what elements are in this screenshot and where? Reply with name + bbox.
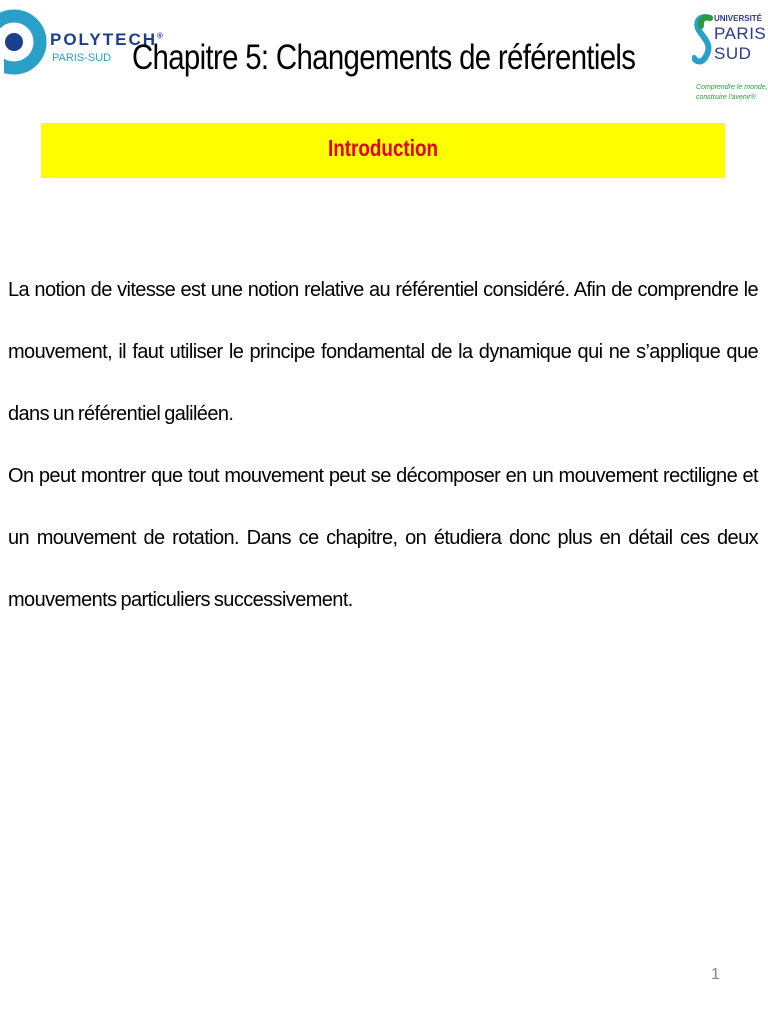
page-number: 1 bbox=[711, 966, 720, 983]
paris-label: PARIS bbox=[714, 24, 767, 43]
university-label: UNIVERSITÉ bbox=[714, 14, 763, 23]
section-heading: Introduction bbox=[327, 135, 438, 161]
sud-label: SUD bbox=[714, 44, 752, 63]
paragraph-1: La notion de vitesse est une notion relative au référentiel considéré. Afin de comprendre le mouvement, il faut utiliser le principe fondamental de la dynamique qui ne s’applique que dans un référentiel galiléen. bbox=[8, 279, 758, 425]
polytech-name: POLYTECH® bbox=[50, 30, 165, 49]
tagline-1: Comprendre le monde, bbox=[696, 84, 768, 91]
paragraph-2: On peut montrer que tout mouvement peut se décomposer en un mouvement rectiligne et un mouvement de rotation. Dans ce chapitre, on étudiera donc plus en détail ces deux mouvements particuliers successivement. bbox=[8, 465, 758, 611]
polytech-logo bbox=[0, 4, 165, 84]
section-banner bbox=[41, 123, 725, 178]
paris-sud-logo bbox=[692, 10, 766, 110]
slide-body bbox=[8, 259, 758, 631]
slide-title: Chapitre 5: Changements de référentiels bbox=[132, 38, 636, 77]
tagline-2: construire l'avenir® bbox=[696, 94, 756, 101]
polytech-emblem-icon bbox=[0, 4, 48, 84]
polytech-subtitle: PARIS-SUD bbox=[52, 52, 112, 64]
paris-sud-s-icon bbox=[692, 12, 714, 74]
